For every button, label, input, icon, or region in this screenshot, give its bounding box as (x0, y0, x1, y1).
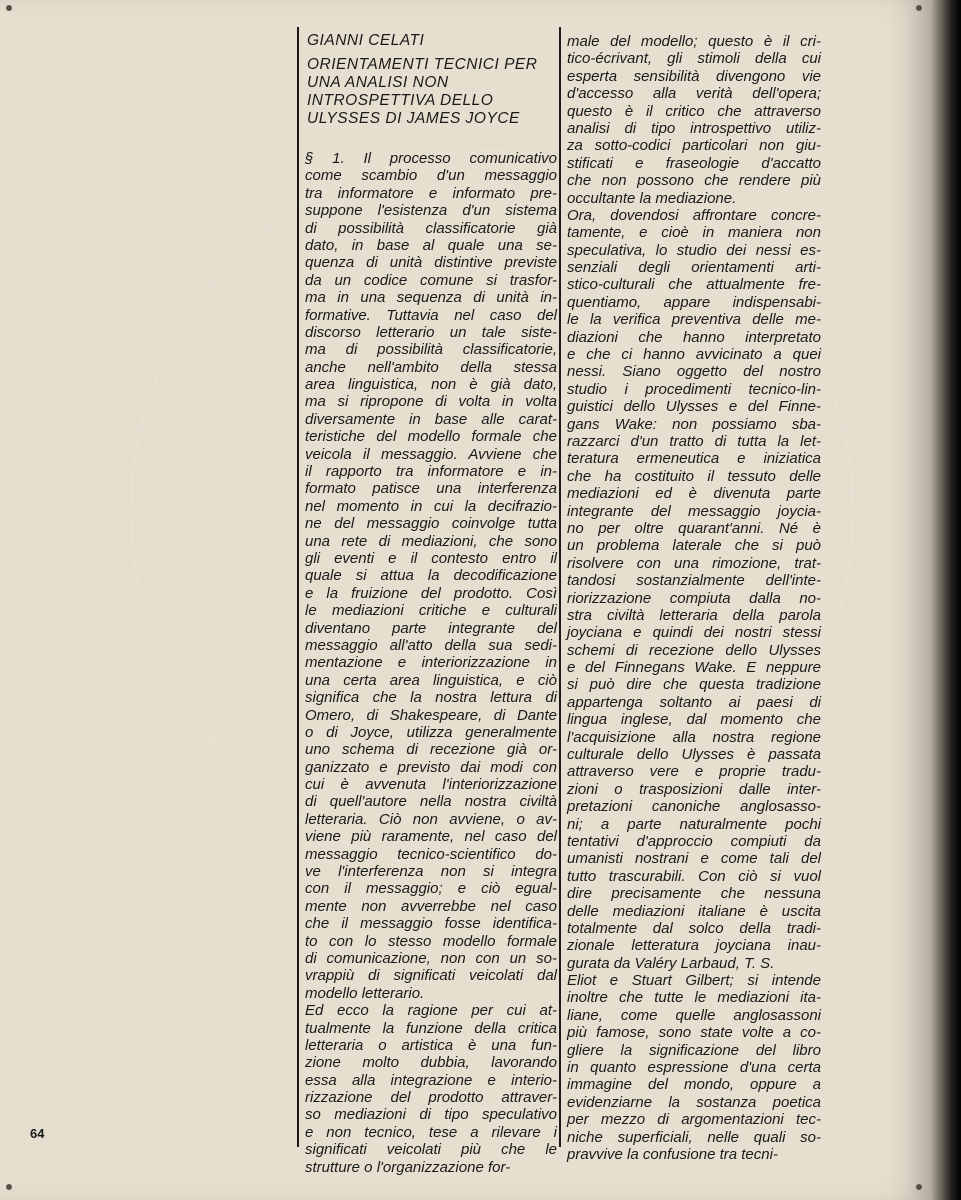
text-line: ne del messaggio coinvolge tutta (305, 515, 557, 533)
text-line: gli eventi e il contesto entro il (305, 549, 557, 567)
text-line: Ed ecco la ragione per cui at- (305, 1002, 557, 1020)
text-line: questo è il critico che attraverso (567, 102, 821, 120)
text-line: ni; a parte naturalmente pochi (567, 815, 821, 833)
text-line: stificati e fraseologie d'accatto (567, 154, 821, 172)
text-line: le mediazioni critiche e culturali (305, 602, 557, 620)
text-line: vrappiù di significati veicolati dal (305, 967, 557, 985)
text-line: speculativa, lo studio dei nessi es- (567, 241, 821, 259)
text-line: essa alla integrazione e interio- (305, 1071, 557, 1089)
text-line: esperta sensibilità divengono vie (567, 67, 821, 85)
text-line: rizzazione del prodotto attraver- (305, 1089, 557, 1107)
text-line: delle mediazioni italiane è uscita (567, 902, 821, 920)
article-title (307, 56, 557, 128)
text-line: e del Finnegans Wake. E neppure (567, 659, 821, 677)
text-line: so mediazioni di tipo speculativo (305, 1106, 557, 1124)
text-line: zione molto dubbia, lavorando (305, 1054, 557, 1072)
staple-mark (916, 1184, 922, 1190)
text-line: messaggio tecnico-scientifico do- (305, 845, 557, 863)
text-line: pravvive la confusione tra tecni- (567, 1146, 778, 1163)
text-line: uno schema di recezione già or- (305, 741, 557, 759)
text-line: ganizzato e previsto dai modi con (305, 758, 557, 776)
text-line: ma in una sequenza di unità in- (305, 289, 557, 307)
text-line: di quell'autore nella nostra civiltà (305, 793, 557, 811)
text-line: l'acquisizione alla nostra regione (567, 728, 821, 746)
text-line: studio i procedimenti tecnico-lin- (567, 380, 821, 398)
text-line: tutto trascurabili. Con ciò si vuol (567, 867, 821, 885)
text-line: d'accesso alla verità dell'opera; (567, 85, 821, 103)
title-line: ULYSSES DI JAMES JOYCE (307, 110, 520, 127)
text-line: Omero, di Shakespeare, di Dante (305, 706, 557, 724)
text-line: letteraria. Ciò non avviene, o av- (305, 810, 557, 828)
text-line: pretazioni canoniche anglosasso- (567, 798, 821, 816)
title-line: UNA ANALISI NON (307, 74, 449, 91)
page-number: 64 (30, 1126, 45, 1141)
text-line: risolvere con una rimozione, trat- (567, 554, 821, 572)
text-line: letteraria o artistica è una fun- (305, 1036, 557, 1054)
text-line: formato patisce una interferenza (305, 480, 557, 498)
text-line: area linguistica, non è già dato, (305, 376, 557, 394)
text-line: discorso letterario un tale siste- (305, 323, 557, 341)
text-line: diazioni che hanno interpretato (567, 328, 821, 346)
staple-mark (6, 5, 12, 11)
text-line: nel momento in cui la decifrazio- (305, 497, 557, 515)
text-line: ma si ripropone di volta in volta (305, 393, 557, 411)
text-line: liane, come quelle anglosassoni (567, 1006, 821, 1024)
text-line: ma di possibilità classificatorie, (305, 341, 557, 359)
text-line: immagine del mondo, oppure a (567, 1076, 821, 1094)
text-line: mentazione e interiorizzazione in (305, 654, 557, 672)
text-line: che il messaggio fosse identifica- (305, 915, 557, 933)
text-line: messaggio all'atto della sua sedi- (305, 636, 557, 654)
text-line: come scambio d'un messaggio (305, 167, 557, 185)
text-line: za sotto-codici particolari non giu- (567, 137, 821, 155)
text-line: suppone l'esistenza d'un sistema (305, 202, 557, 220)
text-column-left (305, 150, 557, 1176)
text-line: tentativi d'approccio compiuti da (567, 832, 821, 850)
text-line: guistici dello Ulysses e del Finne- (567, 398, 821, 416)
text-line: Eliot e Stuart Gilbert; si intende (567, 972, 821, 990)
text-line: tualmente la funzione della critica (305, 1019, 557, 1037)
text-line: una certa area linguistica, e ciò (305, 671, 557, 689)
text-line: e non tecnico, tese a rilevare i (305, 1123, 557, 1141)
text-line: teratura ermeneutica e iniziatica (567, 450, 821, 468)
text-line: cui è avvenuta l'interiorizzazione (305, 776, 557, 794)
text-line: schemi di recezione dello Ulysses (567, 641, 821, 659)
article-header (307, 32, 557, 128)
text-column-right (567, 33, 821, 1163)
text-line: con il messaggio; e ciò egual- (305, 880, 557, 898)
text-line: il rapporto tra informatore e in- (305, 463, 557, 481)
text-line: anche nell'ambito della stessa (305, 358, 557, 376)
text-line: riorizzazione compiuta dalla no- (567, 589, 821, 607)
text-line: per mezzo di argomentazioni tec- (567, 1111, 821, 1129)
text-line: zioni o trasposizioni dalle inter- (567, 780, 821, 798)
staple-mark (916, 5, 922, 11)
text-line: attraverso vere e proprie tradu- (567, 763, 821, 781)
text-line: significa che la nostra lettura di (305, 689, 557, 707)
text-line: o di Joyce, utilizza generalmente (305, 723, 557, 741)
text-line: un problema laterale che si può (567, 537, 821, 555)
text-line: e che ci hanno avvicinato a quei (567, 346, 821, 364)
text-line: senziali degli orientamenti arti- (567, 259, 821, 277)
text-line: Ora, dovendosi affrontare concre- (567, 206, 821, 224)
text-line: evidenziarne la sostanza poetica (567, 1093, 821, 1111)
text-line: tico-écrivant, gli stimoli della cui (567, 50, 821, 68)
text-line: joyciana e quindi dei nostri stessi (567, 624, 821, 642)
text-line: significati veicolati più che le (305, 1141, 557, 1159)
text-line: gliere la significazione del libro (567, 1041, 821, 1059)
author-name: GIANNI CELATI (307, 32, 425, 49)
text-line: diventano parte integrante del (305, 619, 557, 637)
text-line: le la verifica preventiva delle me- (567, 311, 821, 329)
text-line: culturale dello Ulysses è passata (567, 746, 821, 764)
book-spine (930, 0, 961, 1200)
text-line: più famose, sono state volte a co- (567, 1024, 821, 1042)
text-line: diversamente in base alle carat- (305, 410, 557, 428)
text-line: analisi di tipo introspettivo utiliz- (567, 119, 821, 137)
text-line: quale si attua la decodificazione (305, 567, 557, 585)
text-line: gans Wake: non possiamo sba- (567, 415, 821, 433)
text-line: modello letterario. (305, 984, 425, 1002)
text-line: zionale letteratura joyciana inau- (567, 937, 821, 955)
text-line: lingua inglese, dal momento che (567, 711, 821, 729)
text-line: no per oltre quarant'anni. Né è (567, 519, 821, 537)
text-line: teristiche del modello formale che (305, 428, 557, 446)
text-line: formative. Tuttavia nel caso del (305, 306, 557, 324)
text-line: ve l'interferenza non si integra (305, 863, 557, 881)
title-line: ORIENTAMENTI TECNICI PER (307, 56, 538, 73)
text-line: gurata da Valéry Larbaud, T. S. (567, 954, 775, 972)
text-line: integrante del messaggio joycia- (567, 502, 821, 520)
text-line: nessi. Siano oggetto del nostro (567, 363, 821, 381)
text-line: § 1. Il processo comunicativo (305, 150, 557, 167)
text-line: tra informatore e informato pre- (305, 184, 557, 202)
text-line: quentiamo, appare indispensabi- (567, 293, 821, 311)
text-line: in quanto espressione d'una certa (567, 1059, 821, 1077)
text-line: di comunicazione, non con un so- (305, 949, 557, 967)
text-line: veicola il messaggio. Avviene che (305, 445, 557, 463)
text-line: dire precisamente che nessuna (567, 885, 821, 903)
text-line: che ha costituito il tessuto delle (567, 467, 821, 485)
text-line: male del modello; questo è il cri- (567, 33, 821, 50)
text-line: si può dire che questa tradizione (567, 676, 821, 694)
text-line: e la fruizione del prodotto. Così (305, 584, 557, 602)
text-line: viene più raramente, nel caso del (305, 828, 557, 846)
text-line: dato, in base al quale una se- (305, 236, 557, 254)
column-rule-left (297, 27, 299, 1147)
text-line: appartenga soltanto ai paesi di (567, 693, 821, 711)
text-line: da un codice comune si trasfor- (305, 271, 557, 289)
text-line: tamente, e cioè in maniera non (567, 224, 821, 242)
text-line: niche superficiali, nelle quali so- (567, 1128, 821, 1146)
text-line: quenza di unità distintive previste (305, 254, 557, 272)
text-line: umanisti nostrani e come tali del (567, 850, 821, 868)
text-line: inoltre che tutte le mediazioni ita- (567, 989, 821, 1007)
staple-mark (6, 1184, 12, 1190)
title-line: INTROSPETTIVA DELLO (307, 92, 494, 109)
text-line: to con lo stesso modello formale (305, 932, 557, 950)
text-line: stra civiltà letteraria della parola (567, 606, 821, 624)
column-rule-middle (559, 27, 561, 1147)
text-line: mente non avverrebbe nel caso (305, 897, 557, 915)
text-line: mediazioni ed è divenuta parte (567, 485, 821, 503)
text-line: tandosi sostanzialmente dell'inte- (567, 572, 821, 590)
text-line: di possibilità classificatorie già (305, 219, 557, 237)
text-line: una rete di mediazioni, che sono (305, 532, 557, 550)
text-line: che non possono che rendere più (567, 172, 821, 190)
text-line: stico-culturali che attualmente fre- (567, 276, 821, 294)
text-line: razzarci d'un tratto di tutta la let- (567, 432, 821, 450)
text-line: strutture o l'organizzazione for- (305, 1158, 511, 1176)
text-line: totalmente dal solco della tradi- (567, 919, 821, 937)
text-line: occultante la mediazione. (567, 189, 737, 207)
